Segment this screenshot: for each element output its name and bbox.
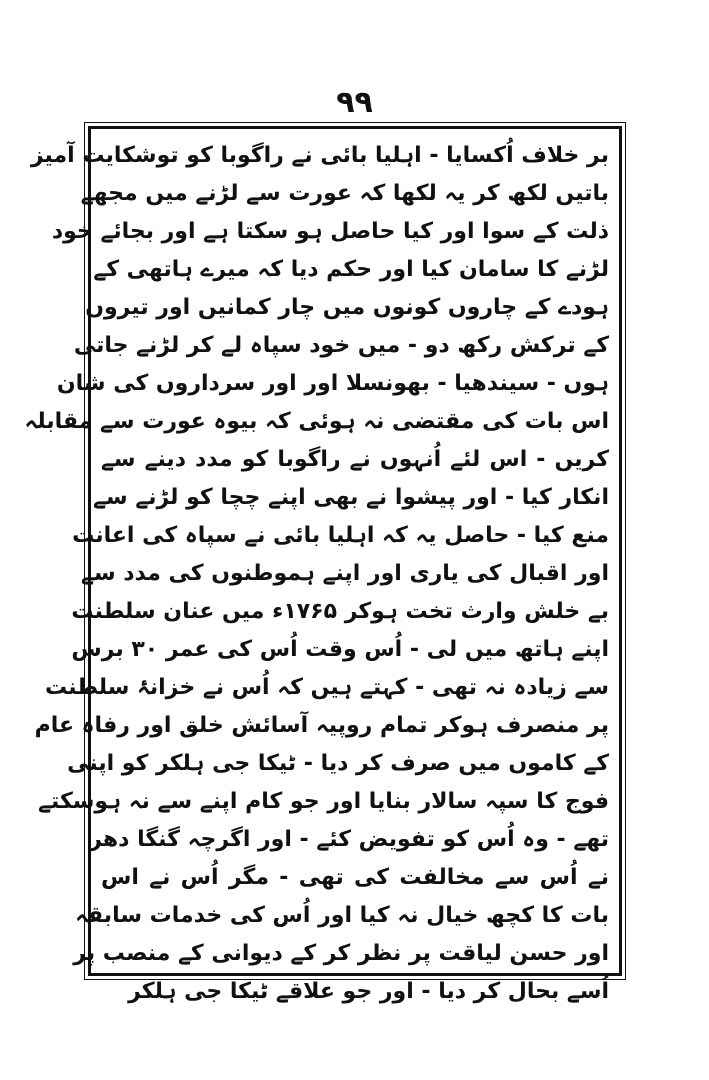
text-line: پر منصرف ہوکر تمام روپیہ آسائش خلق اور رفاہ عام [34,713,609,738]
text-line: باتیں لکھ کر یہ لکھا کہ عورت سے لڑنے میں مجھے [80,181,609,206]
text-line: بات کا کچھ خیال نہ کیا اور اُس کی خدمات سابقہ [75,903,609,928]
text-line: منع کیا - حاصل یہ کہ اہلیا بائی نے سپاہ کی اعانت [72,523,609,548]
page-number: ۹۹ [336,85,373,120]
text-line: ہودے کے چاروں کونوں میں چار کمانیں اور تیروں [85,295,609,320]
text-line: اور اقبال کی یاری اور اپنے ہموطنوں کی مدد سے [81,561,609,586]
text-line: بر خلاف اُکسایا - اہلیا بائی نے راگوبا کو توشکایت آمیز [30,143,609,168]
text-line: کے ترکش رکھ دو - میں خود سپاہ لے کر لڑنے جاتی [73,333,609,358]
text-line: اور حسن لیاقت پر نظر کر کے دیوانی کے منصب پر [73,941,609,966]
text-line: ذلت کے سوا اور کیا حاصل ہو سکتا ہے اور بجائے خود [51,219,609,244]
text-line: اپنے ہاتھ میں لی - اُس وقت اُس کی عمر ۳۰ برس [71,637,609,662]
text-line: اُسے بحال کر دیا - اور جو علاقے ٹیکا جی ہلکر [128,979,609,1004]
text-line: بے خلش وارث تخت ہوکر ۱۷۶۵ء میں عنان سلطنت [71,599,609,624]
text-line: سے زیادہ نہ تھی - کہتے ہیں کہ اُس نے خزانۂ سلطنت [45,675,609,700]
urdu-text-body [24,137,609,1004]
text-line: لڑنے کا سامان کیا اور حکم دیا کہ میرے ہاتھی کے [93,257,609,282]
text-line: اس بات کی مقتضی نہ ہوئی کہ بیوہ عورت سے مقابلہ [24,409,609,434]
text-line: کریں - اس لئے اُنہوں نے راگوبا کو مدد دینے سے [101,447,609,472]
text-line: تھے - وہ اُس کو تفویض کئے - اور اگرچہ گنگا دھر [89,827,609,852]
text-line: کے کاموں میں صرف کر دیا - ٹیکا جی ہلکر کو اپنی [67,751,609,776]
text-line: نے اُس سے مخالفت کی تھی - مگر اُس نے اس [101,865,609,890]
text-line: انکار کیا - اور پیشوا نے بھی اپنے چچا کو لڑنے سے [93,485,609,510]
text-frame [24,126,622,1004]
text-line: فوج کا سپہ سالار بنایا اور جو کام اپنے سے نہ ہوسکتے [38,789,609,814]
text-line: ہوں - سیندھیا - بھونسلا اور اور سرداروں کی شان [56,371,609,396]
